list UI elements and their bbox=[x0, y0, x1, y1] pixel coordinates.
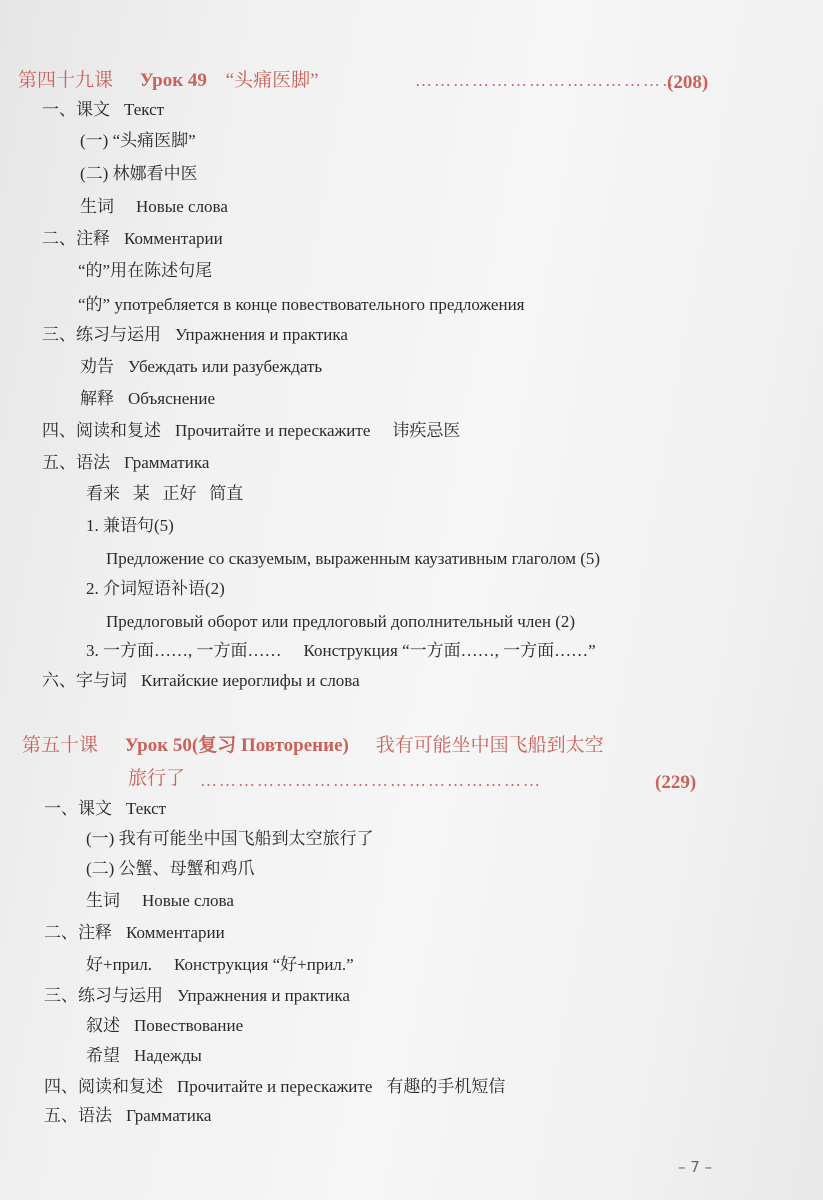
l49-section-exercises: 三、练习与运用 Упражнения и практика bbox=[42, 325, 348, 344]
l49-exercise-2: 解释 Объяснение bbox=[80, 389, 216, 408]
l49-section-text: 一、课文 Текст bbox=[42, 100, 165, 119]
l49-exercise-1: 劝告 Убеждать или разубеждать bbox=[80, 357, 323, 376]
l50-section-grammar: 五、语法 Грамматика bbox=[44, 1106, 212, 1125]
l49-text-2: (二) 林娜看中医 bbox=[80, 164, 198, 183]
l49-text-1: (一) “头痛医脚” bbox=[80, 131, 196, 150]
l50-text-2: (二) 公蟹、母蟹和鸡爪 bbox=[86, 859, 255, 878]
lesson-50-page: (229) bbox=[655, 772, 697, 793]
l49-grammar-3: 3. 一方面……, 一方面…… Конструкция “一方面……, 一方面……” bbox=[86, 641, 596, 660]
l49-comment-ru: “的” употребляется в конце повествовательного предложения bbox=[78, 295, 525, 314]
page-number: – 7 – bbox=[678, 1158, 713, 1176]
l50-exercise-2: 希望 Надежды bbox=[86, 1046, 202, 1065]
l49-grammar-1-ru: Предложение со сказуемым, выраженным каузативным глаголом (5) bbox=[106, 549, 601, 568]
lesson-49-heading[interactable] bbox=[18, 70, 319, 92]
lesson-50-number: 第五十课 bbox=[22, 735, 99, 756]
lesson-49-title-cn: “头痛医脚” bbox=[225, 70, 319, 91]
leader-dots: ……………………………………………… bbox=[200, 771, 542, 790]
l49-grammar-2: 2. 介词短语补语(2) bbox=[86, 579, 225, 598]
lesson-50-title-cn: 我有可能坐中国飞船到太空 bbox=[375, 735, 604, 756]
l49-comment-cn: “的”用在陈述句尾 bbox=[78, 261, 213, 280]
l50-section-reading: 四、阅读和复述 Прочитайте и перескажите 有趣的手机短信 bbox=[44, 1077, 506, 1096]
lesson-50-heading[interactable] bbox=[22, 735, 604, 757]
lesson-50-title-cont: 旅行了 bbox=[128, 768, 186, 789]
l50-section-exercises: 三、练习与运用 Упражнения и практика bbox=[44, 986, 350, 1005]
l50-exercise-1: 叙述 Повествование bbox=[86, 1016, 244, 1035]
lesson-49-page: (208) bbox=[667, 72, 709, 93]
l50-section-text: 一、课文 Текст bbox=[44, 799, 167, 818]
lesson-49-number: 第四十九课 bbox=[18, 70, 114, 91]
lesson-50-title-ru: Урок 50(复习 Повторение) bbox=[124, 735, 349, 756]
lesson-49-title-ru: Урок 49 bbox=[139, 70, 207, 91]
l49-grammar-1: 1. 兼语句(5) bbox=[86, 516, 174, 535]
l50-section-comments: 二、注释 Комментарии bbox=[44, 923, 225, 942]
l49-grammar-words: 看来 某 正好 简直 bbox=[86, 484, 244, 503]
l50-text-1: (一) 我有可能坐中国飞船到太空旅行了 bbox=[86, 829, 374, 848]
l49-section-reading: 四、阅读和复述 Прочитайте и перескажите 讳疾忌医 bbox=[42, 421, 461, 440]
leader-dots: …………………………………… bbox=[415, 71, 681, 90]
l49-section-comments: 二、注释 Комментарии bbox=[42, 229, 223, 248]
l49-section-characters: 六、字与词 Китайские иероглифы и слова bbox=[42, 671, 360, 690]
l49-section-grammar: 五、语法 Грамматика bbox=[42, 453, 210, 472]
l49-grammar-2-ru: Предлоговый оборот или предлоговый дополнительный член (2) bbox=[106, 612, 576, 631]
l50-comment: 好+прил. Конструкция “好+прил.” bbox=[86, 955, 354, 974]
l50-new-words: 生词 Новые слова bbox=[86, 891, 234, 910]
l49-new-words: 生词 Новые слова bbox=[80, 197, 228, 216]
